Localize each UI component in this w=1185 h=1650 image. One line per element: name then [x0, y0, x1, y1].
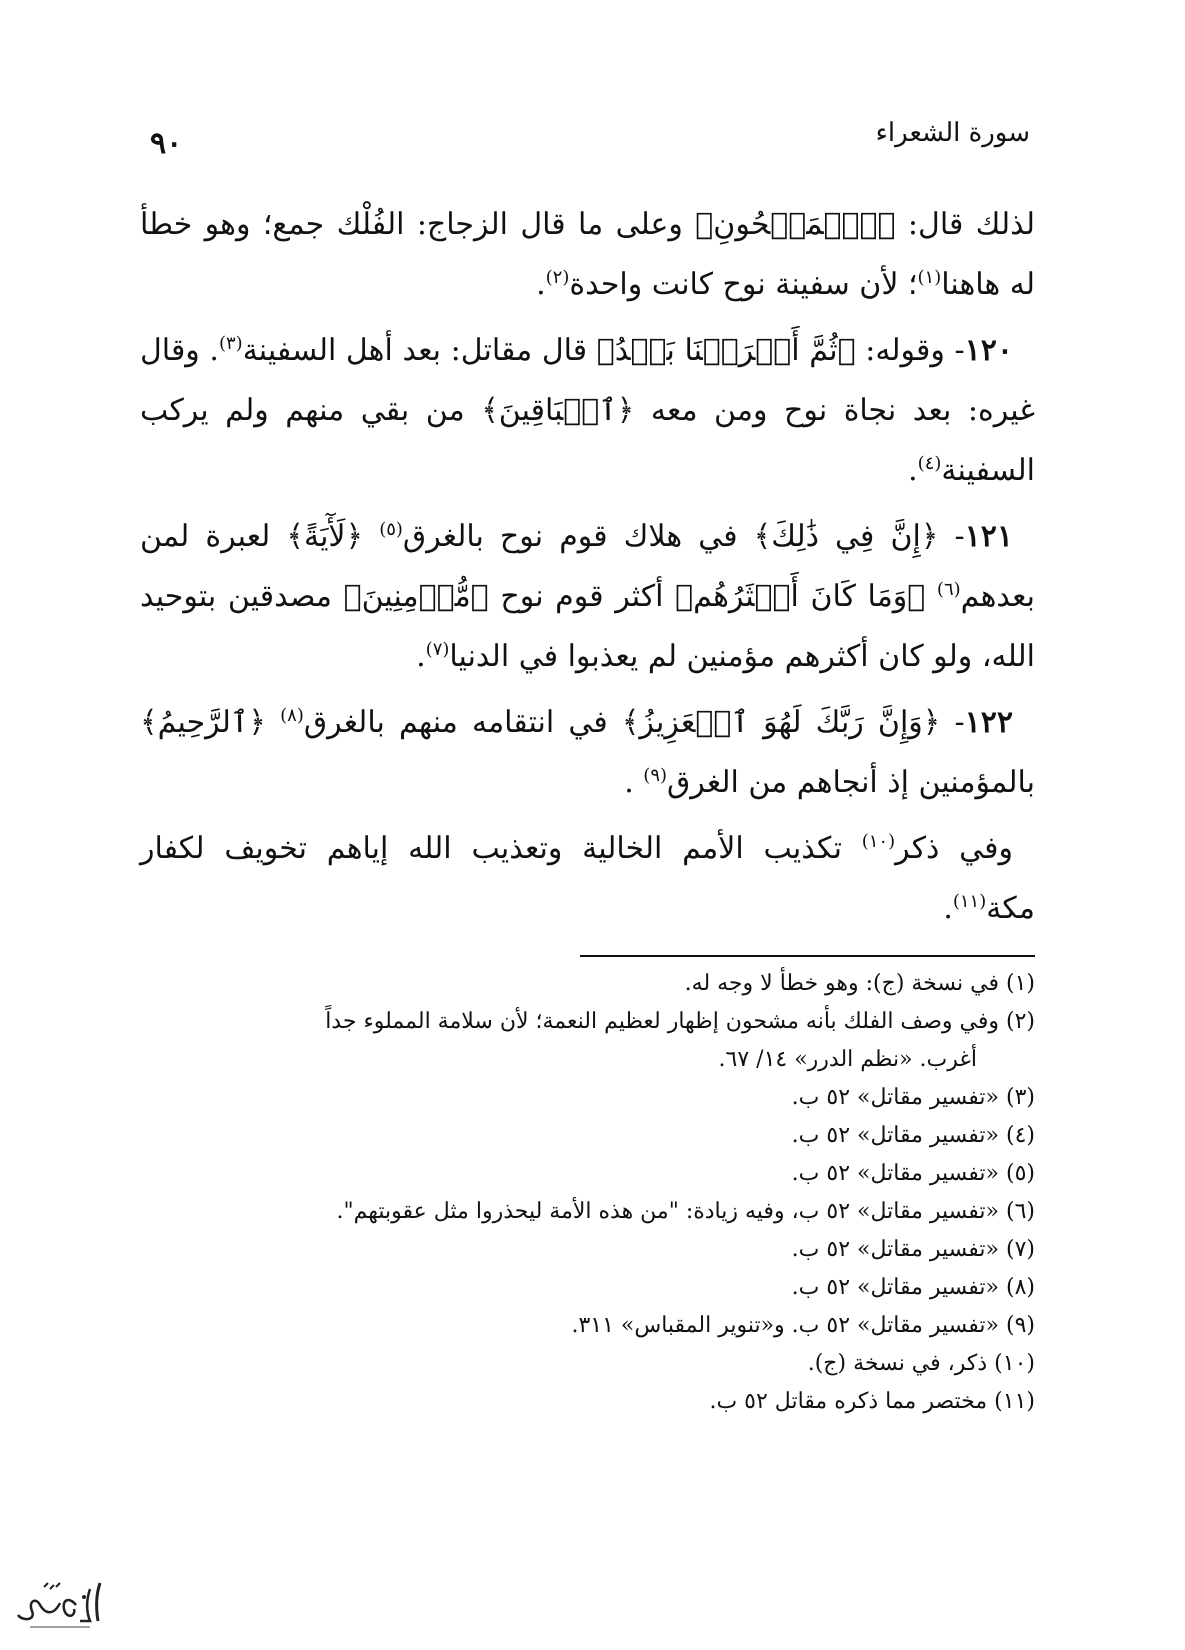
body-text-segment: - وقوله: [855, 333, 965, 368]
footnote-number: (١١) [994, 1389, 1035, 1414]
page-header [150, 112, 1030, 162]
verse-number: ١٢١ [964, 519, 1013, 554]
footnote-item [150, 1079, 1035, 1117]
footnote-text: «تفسير مقاتل» ٥٢ ب، وفيه زيادة: "من هذه الأمة ليحذروا مثل عقوبتهم". [336, 1199, 999, 1224]
quran-quote: ﴿ٱلرَّحِيمُ﴾ [140, 705, 266, 740]
quran-quote: ﴿لَأٓيَةً﴾ [286, 519, 364, 554]
footnote-item [150, 1117, 1035, 1155]
footnote-text: ذكر، في نسخة (ج). [807, 1351, 988, 1376]
footnote-item [150, 1307, 1035, 1345]
quran-quote: ﴿وَمَا كَانَ أَكۡثَرُهُم﴾ [675, 579, 926, 614]
footnote-ref: (٧) [425, 639, 450, 660]
footnote-number: (٦) [1005, 1199, 1035, 1224]
footnote-ref: (٣) [218, 333, 243, 354]
body-text-segment: . [416, 639, 426, 674]
footnote-number: (٩) [1005, 1313, 1035, 1338]
surah-title: سورة الشعراء [875, 118, 1030, 148]
body-paragraph [140, 693, 1035, 813]
body-text-segment: بالمؤمنين إذ أنجاهم من الغرق [667, 765, 1035, 800]
body-text-segment [363, 519, 379, 554]
footnote-ref: (١٠) [861, 831, 896, 852]
body-text-segment: لذلك قال: [895, 207, 1035, 242]
body-paragraph [140, 321, 1035, 501]
body-text-segment: لعبرة لمن بعدهم [140, 519, 1035, 614]
quran-quote: ﴿ٱلۡبَاقِينَ﴾ [481, 393, 635, 428]
footnote-ref: (٤) [917, 453, 942, 474]
body-text-segment: . [943, 891, 953, 926]
quran-quote: ﴿ٱلۡمَشۡحُونِ﴾ [695, 207, 896, 242]
footnote-item [150, 1345, 1035, 1383]
body-text-segment: . [908, 453, 918, 488]
footnote-ref: (٩) [643, 765, 668, 786]
footnote-text: «تفسير مقاتل» ٥٢ ب. [791, 1237, 999, 1262]
footnote-ref: (١١) [952, 891, 987, 912]
body-text-segment: أكثر قوم نوح [488, 579, 676, 614]
footnote-item [150, 1231, 1035, 1269]
body-text-segment: مصدقين بتوحيد الله، ولو كان أكثرهم مؤمنين لم يعذبوا في الدنيا [140, 579, 1035, 674]
footnote-number: (٨) [1005, 1275, 1035, 1300]
footnote-number: (١) [1005, 971, 1035, 996]
verse-number: ١٢٠ [964, 333, 1013, 368]
footnotes [150, 965, 1035, 1421]
body-paragraph [140, 507, 1035, 687]
footnote-number: (١٠) [994, 1351, 1035, 1376]
footnote-ref: (٦) [936, 579, 961, 600]
footnote-text: مختصر مما ذكره مقاتل ٥٢ ب. [709, 1389, 988, 1414]
main-text [140, 195, 1035, 945]
footnote-item [150, 1003, 1035, 1041]
footnote-number: (٣) [1005, 1085, 1035, 1110]
body-paragraph [140, 819, 1035, 939]
footnote-text: «تفسير مقاتل» ٥٢ ب. [791, 1085, 999, 1110]
footnote-ref: (١) [917, 267, 942, 288]
body-text-segment: ؛ لأن سفينة نوح كانت واحدة [569, 267, 918, 302]
quran-quote: ﴿وَإِنَّ رَبَّكَ لَهُوَ ٱلۡعَزِيزُ﴾ [621, 705, 941, 740]
footnote-ref: (٨) [280, 705, 304, 726]
body-text-segment [925, 579, 937, 614]
verse-number: ١٢٢ [964, 705, 1013, 740]
footnote-text: «تفسير مقاتل» ٥٢ ب. و«تنوير المقباس» ٣١١. [571, 1313, 999, 1338]
footnote-number: (٤) [1005, 1123, 1035, 1148]
footnote-separator [580, 955, 1035, 957]
body-text-segment: - [938, 519, 965, 554]
calligraphy-logo-icon [10, 1575, 110, 1635]
footnote-ref: (٢) [545, 267, 570, 288]
quran-quote: ﴿ثُمَّ أَغۡرَقۡنَا بَعۡدُ﴾ [596, 333, 856, 368]
body-text-segment: . [624, 765, 644, 800]
footnote-continuation: أغرب. «نظم الدرر» ١٤/ ٦٧. [718, 1047, 977, 1072]
footnote-item [150, 1269, 1035, 1307]
footnote-item [150, 1383, 1035, 1421]
footnote-text: «تفسير مقاتل» ٥٢ ب. [791, 1123, 999, 1148]
quran-quote: ﴿إِنَّ فِي ذَٰلِكَ﴾ [753, 519, 939, 554]
body-paragraph [140, 195, 1035, 315]
quran-quote: ﴿مُّؤۡمِنِينَ﴾ [343, 579, 489, 614]
footnote-item [150, 965, 1035, 1003]
body-text-segment: . [536, 267, 546, 302]
footnote-number: (٥) [1005, 1161, 1035, 1186]
body-text-segment: تكذيب الأمم الخالية وتعذيب الله إياهم تخويف لكفار مكة [140, 831, 1035, 926]
footnote-text: «تفسير مقاتل» ٥٢ ب. [791, 1275, 999, 1300]
body-text-segment: في انتقامه منهم بالغرق [303, 705, 622, 740]
footnote-text: وفي وصف الفلك بأنه مشحون إظهار لعظيم النعمة؛ لأن سلامة المملوء جداً [325, 1009, 999, 1034]
footnote-number: (٢) [1005, 1009, 1035, 1034]
footnote-item [150, 1193, 1035, 1231]
body-text-segment: . وقال غيره: بعد نجاة نوح ومن معه [140, 333, 1035, 428]
body-text-segment [266, 705, 280, 740]
footnote-text: «تفسير مقاتل» ٥٢ ب. [791, 1161, 999, 1186]
body-text-segment: - [940, 705, 965, 740]
body-text-segment: قال مقاتل: بعد أهل السفينة [242, 333, 597, 368]
page-number: ٩٠ [150, 126, 183, 161]
footnote-number: (٧) [1005, 1237, 1035, 1262]
body-text-segment: من بقي منهم ولم يركب السفينة [140, 393, 1035, 488]
footnote-ref: (٥) [379, 519, 403, 540]
footnote-item [150, 1155, 1035, 1193]
body-text-segment: وفي ذكر [895, 831, 1013, 866]
body-text-segment: في هلاك قوم نوح بالغرق [402, 519, 754, 554]
footnote-text: في نسخة (ج): وهو خطأ لا وجه له. [684, 971, 999, 996]
body-text-segment: وعلى ما قال الزجاج: الفُلْك جمع؛ وهو خطأ له هاهنا [140, 207, 1035, 302]
